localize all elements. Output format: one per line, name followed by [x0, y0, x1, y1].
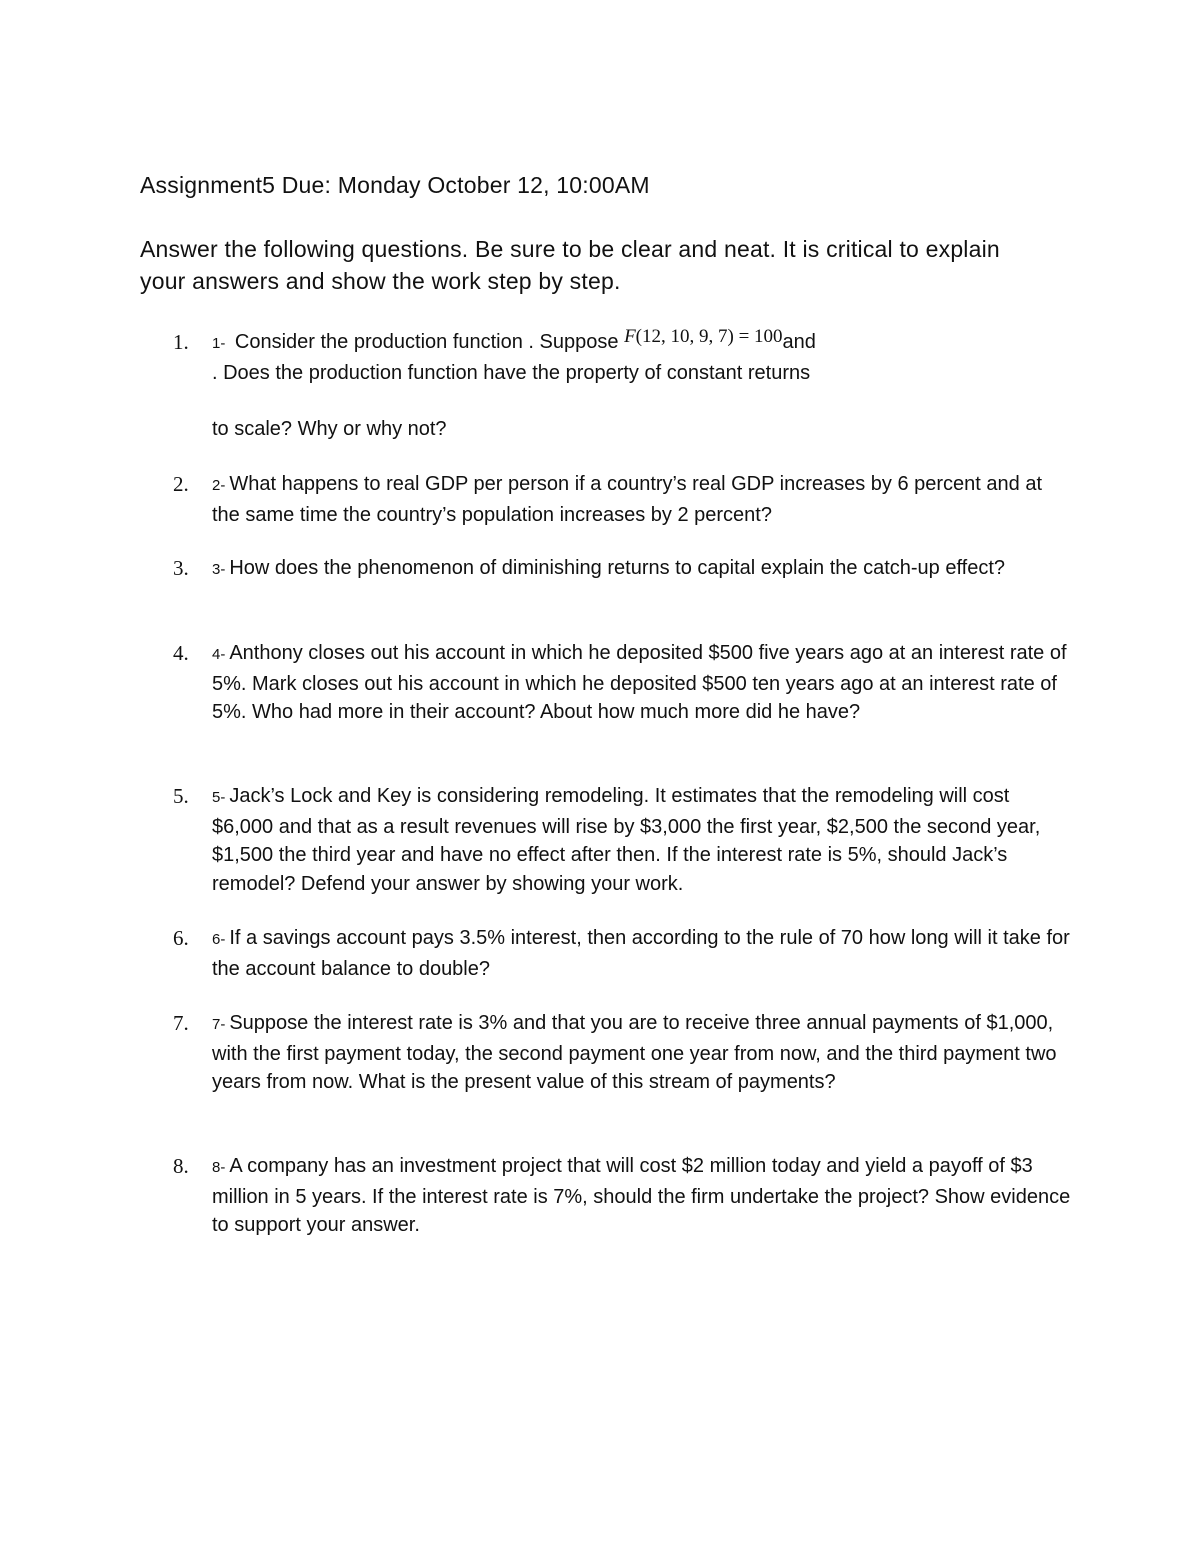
question-number: 7. [173, 1011, 189, 1035]
question-body [212, 1152, 1072, 1240]
question-text: Anthony closes out his account in which he deposited $500 five years ago at an interest rate of 5%. Mark closes out his account in which he deposited $500 ten years ago at an interest rate of 5%. Who had more in their account? About how much more did he have? [212, 642, 1067, 723]
question-text: What happens to real GDP per person if a country’s real GDP increases by 6 percent and at the same time the country’s population increases by 2 percent? [212, 473, 1043, 526]
question-text: If a savings account pays 3.5% interest, then according to the rule of 70 how long will it take for the account balance to double? [212, 927, 1070, 980]
question-number: 6. [173, 926, 189, 950]
question-number: 3. [173, 556, 189, 580]
instructions: Answer the following questions. Be sure to be clear and neat. It is critical to explain your answers and show the work step by step. [140, 236, 1000, 294]
question-lead: 7- [212, 1016, 226, 1033]
production-formula [624, 326, 782, 347]
question-text: A company has an investment project that will cost $2 million today and yield a payoff of $3 million in 5 years. If the interest rate is 7%, should the firm undertake the project? Show evidence to support your answer. [212, 1155, 1071, 1236]
question-body [212, 639, 1072, 727]
question-text: How does the phenomenon of diminishing returns to capital explain the catch-up effect? [229, 557, 1006, 579]
question-number: 1. [173, 330, 189, 354]
question-text-cont: and [782, 331, 816, 353]
question-body [212, 782, 1072, 898]
question-lead: 6- [212, 931, 226, 948]
question-lead: 3- [212, 561, 226, 578]
formula-function-name: F [624, 326, 636, 347]
question-lead: 2- [212, 477, 226, 494]
formula-arguments: (12, 10, 9, 7) = 100 [635, 326, 783, 347]
question-body [212, 328, 1072, 444]
question-number: 2. [173, 472, 189, 496]
question-text-line3: to scale? Why or why not? [212, 418, 447, 440]
question-number: 4. [173, 641, 189, 665]
question-body [212, 1009, 1072, 1097]
question-lead: 5- [212, 789, 226, 806]
question-body [212, 554, 1072, 585]
question-text: Consider the production function . Suppose [234, 331, 619, 353]
question-text: Jack’s Lock and Key is considering remodeling. It estimates that the remodeling will cost $6,000 and that as a result revenues will rise by $3,000 the first year, $2,500 the second year, $1,500 the third year and have no effect after then. If the interest rate is 5%, should Jack’s remodel? Defend your answer by showing your work. [212, 785, 1041, 895]
question-text-line2: . Does the production function have the property of constant returns [212, 361, 811, 384]
question-text: Suppose the interest rate is 3% and that you are to receive three annual payments of $1,000, with the first payment today, the second payment one year from now, and the third payment two years from now. What is the present value of this stream of payments? [212, 1012, 1057, 1093]
question-number: 8. [173, 1154, 189, 1178]
question-lead: 4- [212, 646, 226, 663]
question-lead: 8- [212, 1159, 226, 1176]
assignment-title: Assignment5 Due: Monday October 12, 10:00AM [140, 172, 650, 198]
question-body [212, 924, 1072, 983]
question-number: 5. [173, 784, 189, 808]
question-body [212, 470, 1072, 529]
question-lead: 1- [212, 335, 226, 352]
